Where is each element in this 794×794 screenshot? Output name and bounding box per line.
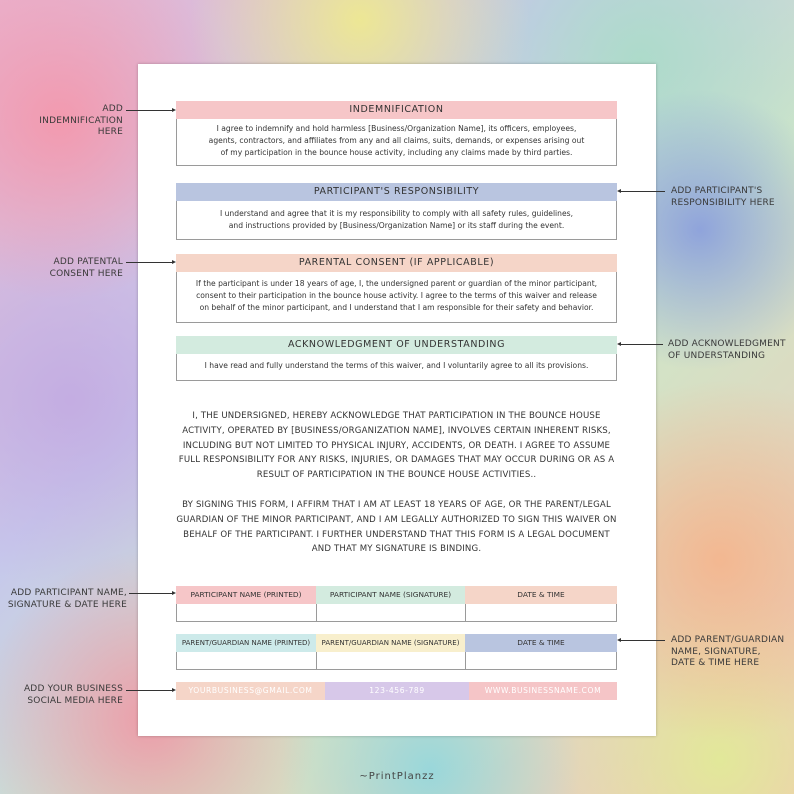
brand-signature: ~PrintPlanzz [359, 771, 435, 782]
signature-statement [176, 498, 617, 557]
statement-line: GUARDIAN OF THE MINOR PARTICIPANT, AND I AM LEGALLY AUTHORIZED TO SIGN THIS WAIVER ON [176, 514, 617, 525]
parental-consent-text [176, 272, 617, 323]
risk-statement [176, 409, 617, 483]
text-line: agents, contractors, and affiliates from any and all claims, suits, demands, or expenses arising out [208, 136, 585, 146]
callout-parental [10, 257, 123, 280]
callout-line: NAME, SIGNATURE, [671, 646, 761, 657]
statement-line: I, THE UNDERSIGNED, HEREBY ACKNOWLEDGE THAT PARTICIPATION IN THE BOUNCE HOUSE [192, 411, 601, 421]
callout-participant [4, 588, 127, 611]
participant-date-header: DATE & TIME [465, 586, 617, 604]
statement-line: BY SIGNING THIS FORM, I AFFIRM THAT I AM AT LEAST 18 YEARS OF AGE, OR THE PARENT/LEGAL [182, 500, 611, 510]
text-line: of my participation in the bounce house activity, including any claims made by third parties. [220, 148, 573, 158]
arrow-right-icon [172, 688, 176, 692]
callout-social [10, 684, 123, 707]
callout-connector [129, 593, 172, 594]
participant-signature-field[interactable] [316, 604, 465, 622]
parental-consent-title: PARENTAL CONSENT (IF APPLICABLE) [176, 254, 617, 272]
text-line: I have read and fully understand the terms of this waiver, and I voluntarily agree to all its provisions. [204, 361, 589, 370]
arrow-left-icon [617, 638, 621, 642]
guardian-signature-field[interactable] [316, 652, 465, 670]
guardian-signature-table [176, 634, 617, 670]
callout-line: CONSENT HERE [49, 268, 123, 279]
responsibility-text [176, 201, 617, 240]
callout-connector [621, 344, 663, 345]
responsibility-title: PARTICIPANT'S RESPONSIBILITY [176, 183, 617, 201]
callout-line: ADD [102, 104, 123, 114]
callout-indemnification [20, 104, 123, 139]
indemnification-text [176, 119, 617, 166]
callout-line: ADD PARTICIPANT'S [671, 186, 763, 196]
acknowledgment-text [176, 354, 617, 381]
acknowledgment-title: ACKNOWLEDGMENT OF UNDERSTANDING [176, 336, 617, 354]
guardian-printed-header: PARENT/GUARDIAN NAME (PRINTED) [176, 634, 316, 652]
guardian-date-field[interactable] [465, 652, 617, 670]
callout-guardian [671, 635, 789, 670]
contact-footer [176, 682, 617, 700]
participant-printed-header: PARTICIPANT NAME (PRINTED) [176, 586, 316, 604]
text-line: If the participant is under 18 years of age, I, the undersigned parent or guardian of the minor participant, [195, 279, 598, 288]
participant-printed-field[interactable] [176, 604, 316, 622]
callout-line: SIGNATURE & DATE HERE [7, 599, 127, 610]
callout-line: ADD PATENTAL [53, 257, 123, 267]
statement-line: BEHALF OF THE PARTICIPANT. I FURTHER UNDERSTAND THAT THIS FORM IS A LEGAL DOCUMENT [183, 529, 610, 540]
footer-email: YOURBUSINESS@GMAIL.COM [176, 682, 325, 700]
footer-website: WWW.BUSINESSNAME.COM [469, 682, 617, 700]
callout-connector [621, 191, 665, 192]
callout-line: INDEMNIFICATION [39, 115, 123, 126]
text-line: I agree to indemnify and hold harmless [Business/Organization Name], its officers, employees, [216, 124, 577, 133]
arrow-right-icon [172, 108, 176, 112]
callout-connector [621, 640, 665, 641]
callout-connector [126, 110, 172, 111]
guardian-signature-header: PARENT/GUARDIAN NAME (SIGNATURE) [316, 634, 465, 652]
callout-line: RESPONSIBILITY HERE [671, 197, 775, 208]
guardian-date-header: DATE & TIME [465, 634, 617, 652]
text-line: on behalf of the minor participant, and I understand that I am responsible for their safety and behavior. [199, 303, 594, 313]
callout-acknowledgment [668, 339, 792, 362]
arrow-left-icon [617, 189, 621, 193]
participant-signature-table [176, 586, 617, 622]
callout-line: DATE & TIME HERE [671, 658, 760, 668]
indemnification-section [176, 101, 617, 166]
arrow-right-icon [172, 260, 176, 264]
callout-connector [126, 690, 172, 691]
statement-line: FULL RESPONSIBILITY FOR ANY RISKS, INJURIES, OR DAMAGES THAT MAY OCCUR DURING OR AS A [178, 455, 615, 466]
callout-line: ADD ACKNOWLEDGMENT [668, 339, 786, 349]
callout-line: SOCIAL MEDIA HERE [27, 695, 123, 706]
text-line: and instructions provided by [Business/Organization Name] or its staff during the event. [228, 221, 565, 231]
indemnification-title: INDEMNIFICATION [176, 101, 617, 119]
callout-line: OF UNDERSTANDING [668, 350, 766, 361]
callout-line: ADD PARTICIPANT NAME, [10, 588, 127, 598]
statement-line: RESULT OF PARTICIPATION IN THE BOUNCE HOUSE ACTIVITIES.. [256, 470, 537, 481]
text-line: I understand and agree that it is my responsibility to comply with all safety rules, guidelines, [219, 209, 574, 218]
participant-date-field[interactable] [465, 604, 617, 622]
statement-line: ACTIVITY, OPERATED BY [BUSINESS/ORGANIZATION NAME], INVOLVES CERTAIN INHERENT RISKS, [182, 425, 611, 436]
callout-connector [126, 262, 172, 263]
acknowledgment-section [176, 336, 617, 381]
callout-responsibility [671, 186, 789, 209]
responsibility-section [176, 183, 617, 240]
text-line: consent to their participation in the bounce house activity. I agree to the terms of this waiver and release [196, 291, 597, 301]
callout-line: ADD YOUR BUSINESS [23, 684, 123, 694]
callout-line: ADD PARENT/GUARDIAN [671, 635, 785, 645]
statement-line: INCLUDING BUT NOT LIMITED TO PHYSICAL INJURY, ACCIDENTS, OR DEATH. I AGREE TO ASSUME [182, 440, 611, 451]
arrow-right-icon [172, 591, 176, 595]
guardian-printed-field[interactable] [176, 652, 316, 670]
parental-consent-section [176, 254, 617, 323]
arrow-left-icon [617, 342, 621, 346]
callout-line: HERE [97, 127, 123, 137]
statement-line: AND THAT MY SIGNATURE IS BINDING. [311, 544, 482, 555]
footer-phone: 123-456-789 [325, 682, 469, 700]
participant-signature-header: PARTICIPANT NAME (SIGNATURE) [316, 586, 465, 604]
